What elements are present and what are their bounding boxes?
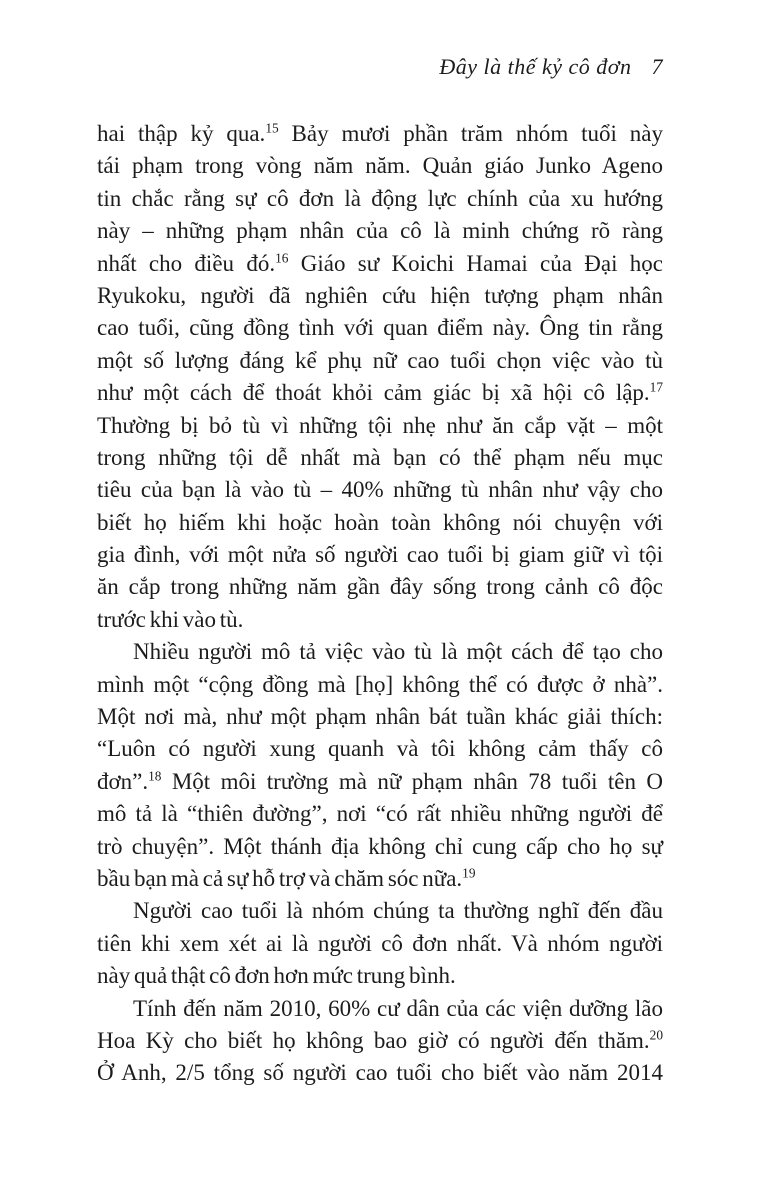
text-line: một số lượng đáng kể phụ nữ cao tuổi chọn việc vào tù: [97, 347, 663, 373]
text-line: tiên khi xem xét ai là người cô đơn nhất. Và nhóm người: [97, 930, 663, 956]
footnote-marker: 20: [649, 1027, 663, 1043]
text-line: tin chắc rằng sự cô đơn là động lực chính của xu hướng: [97, 185, 663, 211]
text-line: Thường bị bỏ tù vì những tội nhẹ như ăn cắp vặt – một: [97, 412, 663, 438]
paragraph: [97, 993, 663, 1090]
footnote-marker: 19: [462, 865, 476, 881]
text-line: “Luôn có người xung quanh và tôi không cảm thấy cô: [97, 736, 663, 762]
text-line: mô tả là “thiên đường”, nơi “có rất nhiều những người để: [97, 801, 663, 827]
text-line: cao tuổi, cũng đồng tình với quan điểm này. Ông tin rằng: [97, 315, 663, 341]
text-line: trò chuyện”. Một thánh địa không chỉ cung cấp cho họ sự: [97, 833, 663, 859]
paragraph: [97, 636, 663, 895]
running-header: [97, 54, 663, 80]
text-line: Người cao tuổi là nhóm chúng ta thường nghĩ đến đầu: [133, 898, 663, 924]
text-line: đơn”.$^{18}$ Một môi trường mà nữ phạm nhân 78 tuổi tên O: [97, 768, 663, 794]
text-line: ăn cắp trong những năm gần đây sống trong cảnh cô độc: [97, 574, 663, 600]
text-line: trước khi vào tù.: [97, 606, 244, 632]
text-line: trong những tội dễ nhất mà bạn có thể phạm nếu mục: [97, 444, 663, 470]
running-title: Đây là thế kỷ cô đơn: [439, 54, 632, 79]
footnote-marker: 18: [148, 768, 162, 784]
text-line: Hoa Kỳ cho biết họ không bao giờ có người đến thăm.$^{20}$: [97, 1027, 663, 1053]
text-line: Tính đến năm 2010, 60% cư dân của các viện dưỡng lão: [133, 995, 663, 1021]
body-text: [97, 118, 663, 1090]
text-line: biết họ hiếm khi hoặc hoàn toàn không nói chuyện với: [97, 509, 663, 535]
paragraph: [97, 118, 663, 636]
footnote-marker: 15: [265, 120, 279, 136]
text-line: hai thập kỷ qua.$^{15}$ Bảy mươi phần trăm nhóm tuổi này: [97, 120, 664, 146]
text-line: này – những phạm nhân của cô là minh chứng rõ ràng: [97, 218, 663, 244]
paragraph: [97, 895, 663, 992]
footnote-marker: 16: [275, 249, 289, 265]
text-line: như một cách để thoát khỏi cảm giác bị xã hội cô lập.$^{17}$: [97, 379, 663, 406]
text-line: tái phạm trong vòng năm năm. Quản giáo Junko Ageno: [97, 153, 663, 179]
text-line: nhất cho điều đó.$^{16}$ Giáo sư Koichi Hamai của Đại học: [97, 249, 664, 276]
text-line: Ryukoku, người đã nghiên cứu hiện tượng phạm nhân: [97, 282, 663, 308]
page-number: 7: [651, 54, 663, 79]
text-line: Nhiều người mô tả việc vào tù là một cách để tạo cho: [133, 639, 663, 665]
text-line: mình một “cộng đồng mà [họ] không thể có được ở nhà”.: [97, 671, 663, 697]
text-line: Một nơi mà, như một phạm nhân bát tuần khác giải thích:: [97, 704, 663, 730]
text-line: tiêu của bạn là vào tù – 40% những tù nhân như vậy cho: [97, 477, 663, 503]
text-line: này quả thật cô đơn hơn mức trung bình.: [97, 963, 456, 989]
text-line: bầu bạn mà cả sự hỗ trợ và chăm sóc nữa.$^{19}$: [97, 865, 476, 891]
footnote-marker: 17: [649, 379, 663, 395]
text-line: Ở Anh, 2/5 tổng số người cao tuổi cho biết vào năm 2014: [97, 1060, 663, 1086]
text-line: gia đình, với một nửa số người cao tuổi bị giam giữ vì tội: [97, 542, 663, 568]
